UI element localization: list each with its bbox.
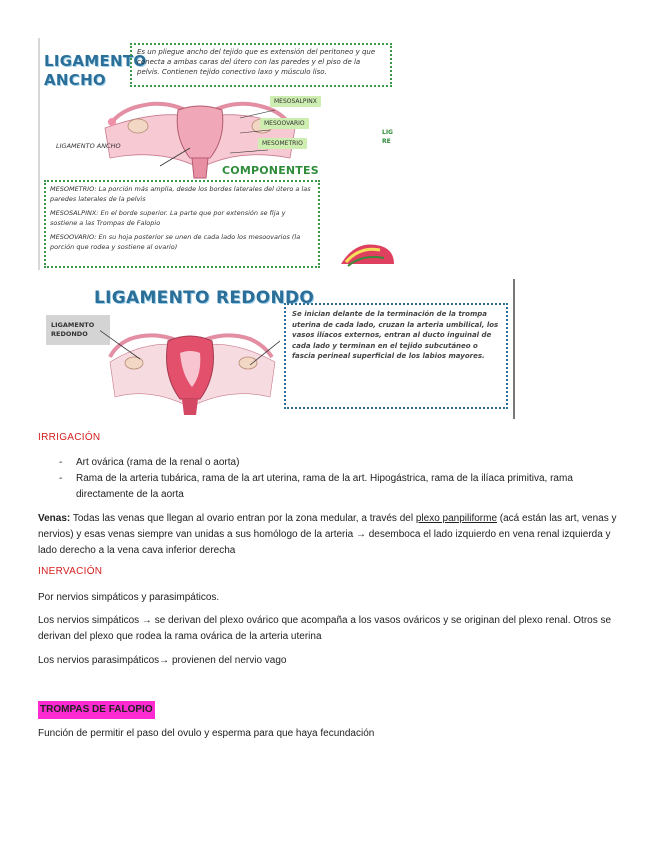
- figure1-title-line2: ANCHO: [44, 71, 106, 89]
- corner-anatomy-icon: [336, 234, 395, 270]
- trompas-heading: TROMPAS DE FALOPIO: [38, 701, 155, 719]
- componente-item: MESOSALPINX: En el borde superior. La parte que por extensión se fija y sostiene a las Trompas de Falopio: [50, 209, 286, 227]
- irrigacion-list: [38, 455, 618, 503]
- inervacion-p1: Por nervios simpáticos y parasimpáticos.: [38, 592, 220, 603]
- label-ligamento-ancho: LIGAMENTO ANCHO: [56, 142, 121, 150]
- uterus-round-ligament-illustration: [100, 317, 280, 417]
- list-item: [38, 455, 618, 471]
- bullet-dash: -: [59, 473, 63, 484]
- venas-label: Venas:: [38, 513, 71, 524]
- inervacion-p3: Los nervios parasimpáticos→ provienen del nervio vago: [38, 655, 287, 666]
- componentes-title: COMPONENTES: [222, 164, 319, 177]
- venas-paragraph: [38, 511, 620, 559]
- figure1-side-text: [382, 128, 393, 146]
- side-text-line2: RE: [382, 138, 391, 145]
- componentes-list: [44, 180, 320, 268]
- figure2-label-line2: REDONDO: [51, 330, 88, 338]
- list-item-text: Rama de la arteria tubárica, rama de la art uterina, rama de la art. Hipogástrica, rama de la ilíaca primitiva, rama directamente de la aorta: [76, 473, 573, 500]
- figure-ligamento-ancho: [38, 38, 395, 270]
- figure2-label-line1: LIGAMENTO: [51, 321, 95, 329]
- plexo-pampiniforme-text: plexo panpiliforme: [415, 513, 498, 524]
- side-text-line1: LIG: [382, 129, 393, 136]
- figure1-title-line1: LIGAMENTO: [44, 52, 147, 70]
- componente-item: MESOOVARIO: En su hoja posterior se unen de cada lado los mesoovarios (la porción que rodea y sostiene al ovario): [50, 233, 301, 251]
- componente-item: MESOMETRIO: La porción más amplia, desde los bordes laterales del útero a las paredes laterales de la pelvis: [50, 185, 311, 203]
- venas-text-1: Todas las venas que llegan al ovario entran por la zona medular, a través del: [70, 513, 416, 524]
- figure-ligamento-redondo: [40, 279, 515, 419]
- figure1-definition: Es un pliegue ancho del tejido que es extensión del peritoneo y que conecta a ambas caras del útero con las paredes y el piso de la pelvis. Contienen tejido conectivo laxo y músculo liso.: [130, 43, 392, 87]
- inervacion-heading: INERVACIÓN: [38, 566, 103, 577]
- venas-text-2: (acá están las art, venas y nervios) y esas venas siempre van unidas a sus homólogo de la arteria → desemboca el lado izquierdo en vena renal izquierda y lado derecho a la vena cava inferior derecha: [38, 513, 617, 556]
- trompas-p1: Función de permitir el paso del ovulo y esperma para que haya fecundación: [38, 728, 375, 739]
- irrigacion-heading: IRRIGACIÓN: [38, 432, 101, 443]
- list-item-text: Art ovárica (rama de la renal o aorta): [76, 457, 240, 468]
- bullet-dash: -: [59, 457, 63, 468]
- list-item: [38, 471, 618, 503]
- label-mesometrio: MESOMETRIO: [258, 138, 307, 149]
- label-mesosalpinx: MESOSALPINX: [270, 96, 321, 107]
- figure2-definition: Se inician delante de la terminación de la trompa uterina de cada lado, cruzan la arteria umbilical, los vasos ilíacos externos, entran al ducto inguinal de cada lado y terminan en el tejido subcutáneo o fascia perineal superficial de los labios mayores.: [284, 303, 508, 409]
- inervacion-p2: Los nervios simpáticos → se derivan del plexo ovárico que acompaña a los vasos ováricos y se originan del plexo renal. Otros se derivan del plexo que rodea la rama ovárica de la arteria uterina: [38, 615, 612, 642]
- label-mesoovario: MESOOVARIO: [260, 118, 309, 129]
- figure2-title: LIGAMENTO REDONDO: [94, 288, 315, 308]
